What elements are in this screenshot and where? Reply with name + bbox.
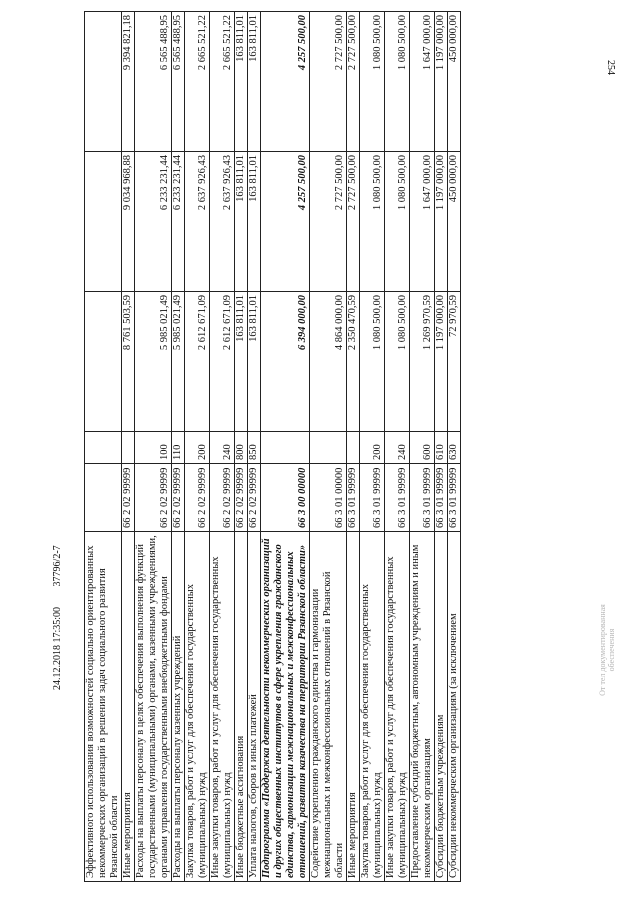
row-value-2021-cell: 1 080 500,00 <box>360 12 385 152</box>
row-name-cell: Иные мероприятия <box>122 532 135 882</box>
footer-doc-id: 37796/2-7 <box>52 545 63 587</box>
table-row <box>122 12 135 882</box>
row-value-2019-cell: 8 761 503,59 <box>122 292 135 432</box>
row-value-2019-cell <box>85 292 122 432</box>
row-name-cell: Предоставление субсидий бюджетным, автономным учреждениям и иным некоммерческим организациям <box>410 532 435 882</box>
table-row <box>135 12 172 882</box>
row-value-2020-cell: 6 233 231,44 <box>172 152 185 292</box>
row-code-cell: 66 3 01 99999 <box>435 464 448 532</box>
row-type-cell <box>261 432 310 464</box>
table-row <box>185 12 210 882</box>
row-code-cell: 66 2 02 99999 <box>122 464 135 532</box>
row-value-2019-cell: 1 197 000,00 <box>435 292 448 432</box>
row-type-cell: 800 <box>235 432 248 464</box>
row-value-2020-cell: 2 637 926,43 <box>185 152 210 292</box>
row-name-cell: Уплата налогов, сборов и иных платежей <box>248 532 261 882</box>
table-row <box>360 12 385 882</box>
row-value-2021-cell: 6 565 488,95 <box>135 12 172 152</box>
row-value-2021-cell: 163 811,01 <box>235 12 248 152</box>
row-value-2019-cell: 1 080 500,00 <box>385 292 410 432</box>
row-value-2021-cell: 4 257 500,00 <box>261 12 310 152</box>
row-value-2019-cell: 5 985 021,49 <box>172 292 185 432</box>
row-value-2021-cell: 163 811,01 <box>248 12 261 152</box>
row-type-cell: 850 <box>248 432 261 464</box>
row-name-cell: Эффективного использования возможностей социально ориентированных некоммерческих организаций в решении задач социального развития Рязанской области <box>85 532 122 882</box>
row-name-cell: Закупка товаров, работ и услуг для обеспечения государственных (муниципальных) нужд <box>360 532 385 882</box>
row-name-cell: Субсидии некоммерческим организациям (за исключением <box>448 532 461 882</box>
table-row <box>435 12 448 882</box>
row-value-2019-cell: 5 985 021,49 <box>135 292 172 432</box>
row-value-2019-cell: 2 612 671,09 <box>210 292 235 432</box>
row-type-cell <box>347 432 360 464</box>
row-value-2020-cell: 1 080 500,00 <box>385 152 410 292</box>
row-code-cell: 66 3 01 00000 <box>310 464 347 532</box>
row-value-2019-cell: 1 269 970,59 <box>410 292 435 432</box>
row-code-cell: 66 3 01 99999 <box>448 464 461 532</box>
row-name-cell: Закупка товаров, работ и услуг для обеспечения государственных (муниципальных) нужд <box>185 532 210 882</box>
row-name-cell: Иные мероприятия <box>347 532 360 882</box>
row-value-2021-cell: 2 665 521,22 <box>210 12 235 152</box>
row-code-cell: 66 3 01 99999 <box>410 464 435 532</box>
table-row <box>235 12 248 882</box>
stamp-line: От тел документированная <box>598 604 607 696</box>
row-value-2021-cell: 2 727 500,00 <box>310 12 347 152</box>
row-value-2019-cell: 2 612 671,09 <box>185 292 210 432</box>
row-type-cell <box>122 432 135 464</box>
row-type-cell: 200 <box>185 432 210 464</box>
row-code-cell: 66 3 01 99999 <box>385 464 410 532</box>
row-value-2021-cell: 1 080 500,00 <box>385 12 410 152</box>
row-value-2021-cell <box>85 12 122 152</box>
row-value-2020-cell: 2 637 926,43 <box>210 152 235 292</box>
row-code-cell: 66 2 02 99999 <box>235 464 248 532</box>
row-value-2021-cell: 1 197 000,00 <box>435 12 448 152</box>
row-value-2020-cell: 2 727 500,00 <box>310 152 347 292</box>
row-type-cell: 240 <box>385 432 410 464</box>
stamp-line: обеспечения <box>607 628 616 672</box>
row-value-2020-cell: 4 257 500,00 <box>261 152 310 292</box>
row-code-cell: 66 2 02 99999 <box>185 464 210 532</box>
row-name-cell: Подпрограмма «Поддержка деятельности некоммерческих организаций и других общественных институтов в сфере укрепления гражданского единства, гармонизации межнациональных и межконфессиональных отношений, развития казачества на территории Рязанской области» <box>261 532 310 882</box>
row-value-2019-cell: 72 970,59 <box>448 292 461 432</box>
row-value-2019-cell: 2 350 470,59 <box>347 292 360 432</box>
row-value-2020-cell: 1 080 500,00 <box>360 152 385 292</box>
footer-timestamp: 24.12.2018 17:35:00 <box>52 606 63 690</box>
table-row <box>410 12 435 882</box>
table-row <box>85 12 122 882</box>
row-value-2020-cell: 2 727 500,00 <box>347 152 360 292</box>
table-row <box>448 12 461 882</box>
row-value-2019-cell: 163 811,01 <box>235 292 248 432</box>
row-value-2020-cell: 1 647 000,00 <box>410 152 435 292</box>
page-number: 254 <box>605 60 616 75</box>
row-value-2020-cell: 163 811,01 <box>235 152 248 292</box>
table-row <box>210 12 235 882</box>
row-value-2019-cell: 6 394 000,00 <box>261 292 310 432</box>
rotated-page-content <box>84 12 574 882</box>
row-code-cell <box>85 464 122 532</box>
row-code-cell: 66 3 01 99999 <box>360 464 385 532</box>
row-value-2020-cell <box>85 152 122 292</box>
row-name-cell: Расходы на выплаты персоналу в целях обеспечения выполнения функций государственными (муниципальными) органами, казенными учреждениями, органами управления государственными внебюджетными фондами <box>135 532 172 882</box>
row-value-2021-cell: 450 000,00 <box>448 12 461 152</box>
table-row <box>172 12 185 882</box>
row-code-cell: 66 2 02 99999 <box>248 464 261 532</box>
row-value-2020-cell: 9 034 968,88 <box>122 152 135 292</box>
row-code-cell: 66 3 00 00000 <box>261 464 310 532</box>
table-row <box>310 12 347 882</box>
table-row <box>248 12 261 882</box>
table-row-program <box>261 12 310 882</box>
table-row <box>347 12 360 882</box>
row-name-cell: Иные закупки товаров, работ и услуг для обеспечения государственных (муниципальных) нужд <box>210 532 235 882</box>
row-type-cell: 100 <box>135 432 172 464</box>
row-value-2021-cell: 2 665 521,22 <box>185 12 210 152</box>
row-name-cell: Иные закупки товаров, работ и услуг для обеспечения государственных (муниципальных) нужд <box>385 532 410 882</box>
budget-table-body <box>85 12 461 882</box>
row-value-2020-cell: 1 197 000,00 <box>435 152 448 292</box>
row-type-cell: 200 <box>360 432 385 464</box>
row-value-2021-cell: 9 394 821,18 <box>122 12 135 152</box>
row-code-cell: 66 2 02 99999 <box>210 464 235 532</box>
row-value-2021-cell: 1 647 000,00 <box>410 12 435 152</box>
row-value-2019-cell: 163 811,01 <box>248 292 261 432</box>
row-type-cell: 110 <box>172 432 185 464</box>
table-row <box>385 12 410 882</box>
row-type-cell: 240 <box>210 432 235 464</box>
row-value-2020-cell: 163 811,01 <box>248 152 261 292</box>
row-name-cell: Субсидии бюджетным учреждениям <box>435 532 448 882</box>
row-type-cell: 610 <box>435 432 448 464</box>
row-name-cell: Расходы на выплаты персоналу казенных учреждений <box>172 532 185 882</box>
row-value-2020-cell: 450 000,00 <box>448 152 461 292</box>
row-code-cell: 66 3 01 99999 <box>347 464 360 532</box>
row-type-cell: 600 <box>410 432 435 464</box>
row-name-cell: Содействие укреплению гражданского единства и гармонизации межнациональных и межконфессиональных отношений в Рязанской области <box>310 532 347 882</box>
row-type-cell <box>310 432 347 464</box>
row-value-2019-cell: 1 080 500,00 <box>360 292 385 432</box>
row-name-cell: Иные бюджетные ассигнования <box>235 532 248 882</box>
row-type-cell: 630 <box>448 432 461 464</box>
row-value-2021-cell: 2 727 500,00 <box>347 12 360 152</box>
row-value-2021-cell: 6 565 488,95 <box>172 12 185 152</box>
budget-table <box>84 11 461 882</box>
row-type-cell <box>85 432 122 464</box>
document-footer <box>52 480 63 690</box>
row-code-cell: 66 2 02 99999 <box>135 464 172 532</box>
faint-stamp <box>598 570 616 730</box>
row-value-2020-cell: 6 233 231,44 <box>135 152 172 292</box>
row-code-cell: 66 2 02 99999 <box>172 464 185 532</box>
row-value-2019-cell: 4 864 000,00 <box>310 292 347 432</box>
